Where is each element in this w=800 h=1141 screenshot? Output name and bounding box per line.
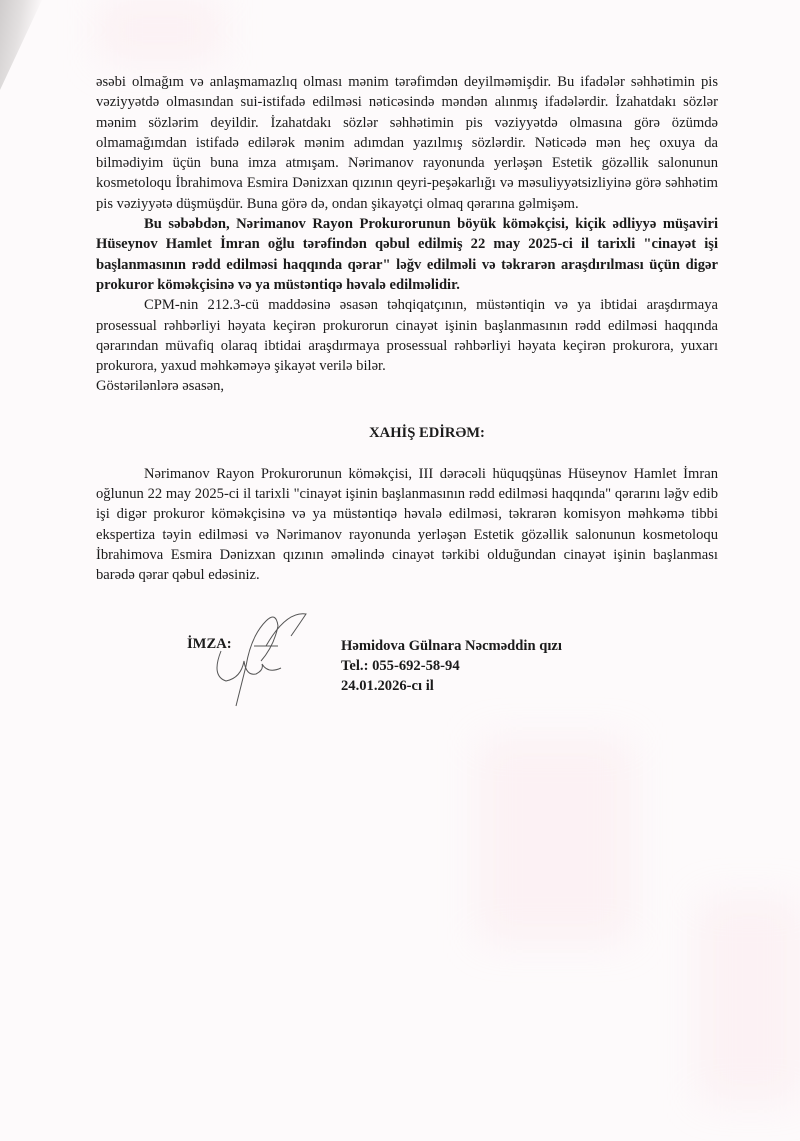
scan-shadow [0, 0, 42, 90]
paragraph-request: Nərimanov Rayon Prokurorunun köməkçisi, III dərəcəli hüquqşünas Hüseynov Hamlet İmran oğlunun 22 may 2025-ci il tarixli "cinayət işinin başlanmasının rədd edilməsi haqqında" qərarını ləğv edib işi digər prokuror köməkçisinə və ya müstəntiqə həvalə edilməsi, təkrarən komisyon məhkəmə tibbi ekspertiza təyin edilməsi və Nərimanov rayonunda yerləşən Estetik gözəllik salonunun kosmetoloqu İbrahimova Esmira Dənizxan qızının əməlində cinayət tərkibi olduğundan cinayət işinin başlanması barədə qərar qəbul edəsiniz. [96, 465, 718, 584]
paragraph-statement: əsəbi olmağım və anlaşmamazlıq olması mənim tərəfimdən deyilməmişdir. Bu ifadələr səhhətimin pis vəziyyətdə olmasından sui-istifadə edilməsi nəticəsində məndən alınmış ifadələrdir. İzahatdakı sözlər mənim sözlərim deyildir. İzahatdakı sözlər səhhətimin pis vəziyyətdə olmasına görə özümdə olmamağımdan istifadə edilərək mənim adımdan yazılmış sözlərdir. Nəticədə mən heç oxuya da bilmədiyim üçün buna imza atmışam. Nərimanov rayonunda yerləşən Estetik gözəllik salonunun kosmetoloqu İbrahimova Esmira Dənizxan qızının qeyri-peşəkarlığı və məsuliyyətsizliyinə görə səhhətim pis vəziyyətə düşmüşdür. Buna görə də, ondan şikayətçi olmaq qərarına gəlmişəm. [96, 74, 718, 212]
signatory-phone: Tel.: 055-692-58-94 [341, 657, 460, 674]
signatory-info [341, 636, 562, 696]
request-heading: XAHİŞ EDİRƏM: [369, 424, 485, 441]
paragraph-demand: Bu səbəbdən, Nərimanov Rayon Prokurorunun böyük köməkçisi, kiçik ədliyyə müşaviri Hüseynov Hamlet İmran oğlu tərəfindən qəbul edilmiş 22 may 2025-ci il tarixli "cinayət işi başlanmasının rədd edilməsi haqqında qərar" ləğv edilməli və təkrarən araşdırılması üçün digər prokuror köməkçisinə və ya müstəntiqə həvalə edilməlidir. [96, 216, 718, 293]
paragraph-legal-basis: CPM-nin 212.3-cü maddəsinə əsasən təhqiqatçının, müstəntiqin və ya ibtidai araşdırmaya prosessual rəhbərliyi həyata keçirən prokurorun cinayət işinin başlanmasının rədd edilməsi haqqında qərarından müvafiq olaraq ibtidai araşdırmaya prosessual rəhbərliyi həyata keçirən prokurora, yuxarı prokurora, yaxud məhkəməyə şikayət verilə bilər. [96, 297, 718, 375]
paragraph-based-on: Göstərilənlərə əsasən, [96, 378, 225, 395]
document-page [96, 72, 718, 706]
paper-tint [100, 0, 220, 60]
paper-tint [700, 900, 800, 1100]
handwritten-signature-icon [206, 606, 326, 716]
signature-block [96, 616, 718, 706]
signature-date: 24.01.2026-cı il [341, 677, 434, 694]
paper-tint [480, 740, 630, 940]
signature-label: İMZA: [187, 635, 232, 652]
signatory-name: Həmidova Gülnara Nəcməddin qızı [341, 637, 562, 654]
